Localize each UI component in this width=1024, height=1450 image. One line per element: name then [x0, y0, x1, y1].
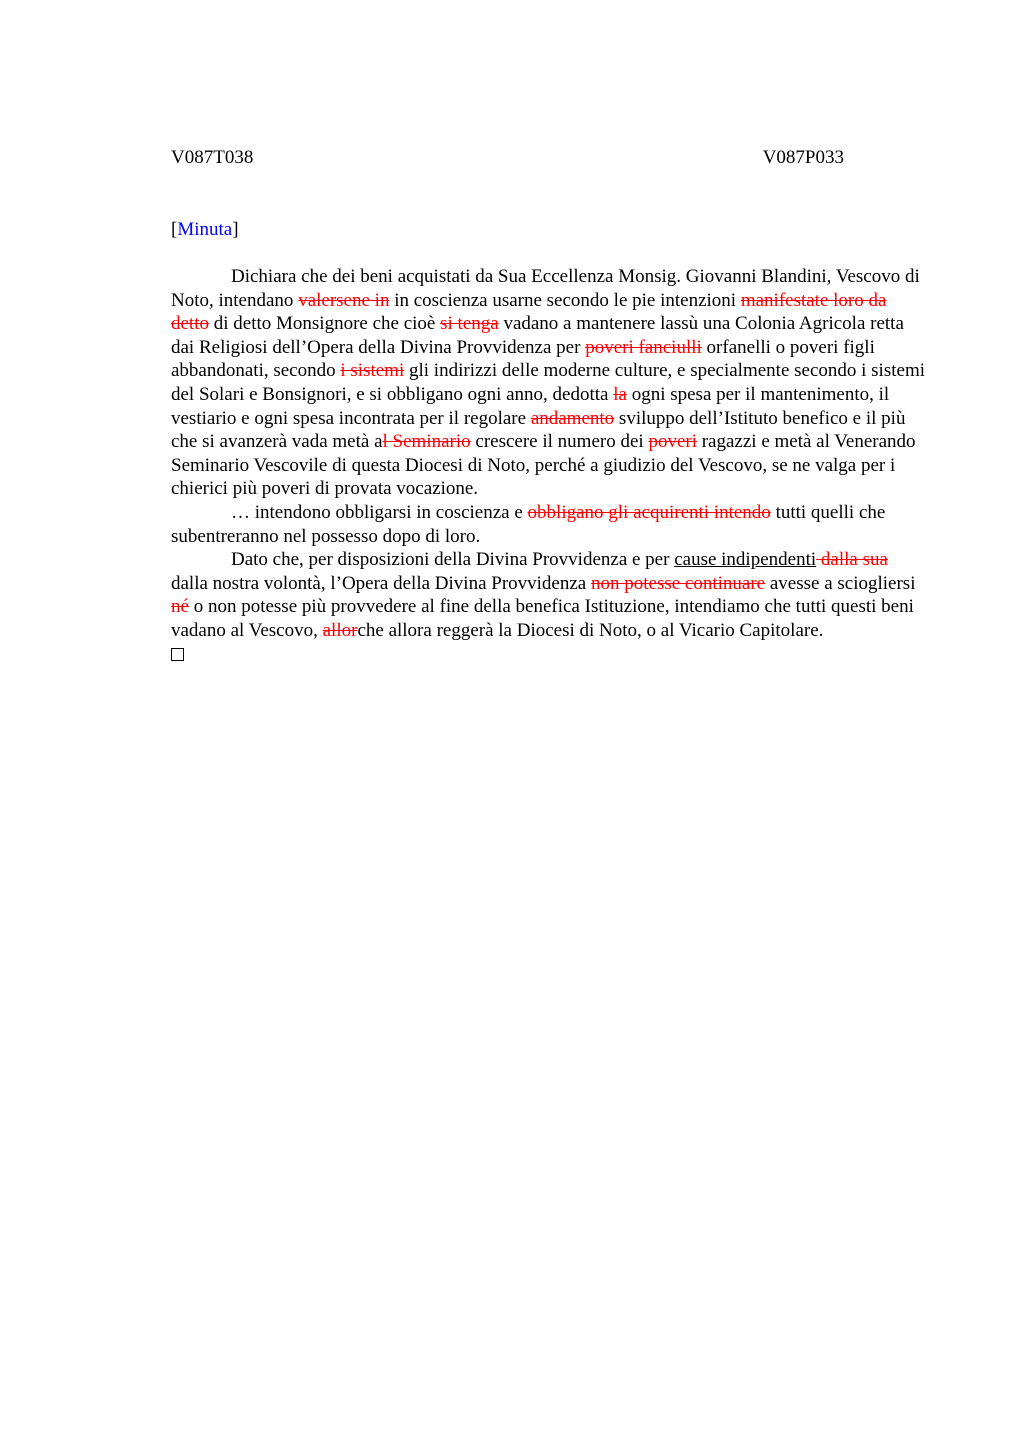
document-body [171, 265, 925, 667]
deleted-text: manifestate loro da detto [171, 289, 887, 335]
paragraph-2 [171, 501, 925, 548]
deleted-text: andamento [530, 407, 615, 429]
text-run: o non potesse più provvedere al fine della benefica Istituzione, intendiamo che tutti questi beni vadano al Vescovo, [171, 596, 914, 641]
deleted-text: la [613, 383, 627, 405]
text-run: ragazzi e metà al Venerando Seminario Vescovile di questa Diocesi di Noto, perché a giudizio del Vescovo, se ne valga per i chierici più poveri di provata vocazione. [171, 431, 916, 500]
deleted-text: l Seminario [382, 431, 471, 453]
document-code-right: V087P033 [762, 147, 844, 168]
text-run: gli indirizzi delle moderne culture, e specialmente secondo i sistemi del Solari e Bonsignori, e si obbligano ogni anno, dedotta [171, 360, 925, 405]
paragraph-3 [171, 548, 925, 642]
paragraph-1 [171, 265, 925, 501]
deleted-text: allor [322, 619, 358, 641]
document-label [171, 218, 239, 242]
deleted-text: poveri [648, 431, 697, 453]
label-bracket-close: ] [232, 219, 239, 240]
document-header [171, 146, 844, 170]
text-run: sviluppo dell’Istituto benefico e il più che si avanzerà vada metà a [171, 407, 906, 453]
deleted-text: né [171, 596, 189, 618]
text-run: Dichiara che dei beni acquistati da Sua Eccellenza Monsig. Giovanni Blandini, Vescovo di Noto, intendano [171, 266, 920, 311]
text-run: vadano a mantenere lassù una Colonia Agricola retta dai Religiosi dell’Opera della Divina Provvidenza per [171, 313, 904, 358]
deleted-text: non potesse continuare [590, 572, 766, 594]
text-run: di detto Monsignore che cioè [209, 313, 441, 335]
text-run: Dato che, per disposizioni della Divina Provvidenza e per [231, 549, 675, 571]
checkbox-square-icon [171, 648, 184, 661]
text-run: avesse a sciogliersi [765, 572, 916, 594]
text-run: dalla nostra volontà, l’Opera della Divina Provvidenza [171, 572, 591, 594]
deleted-text: dalla sua [816, 549, 888, 571]
text-run: in coscienza usarne secondo le pie intenzioni [389, 289, 741, 311]
label-bracket-open: [ [171, 219, 178, 240]
deleted-text: si tenga [440, 313, 499, 335]
text-run: … intendono obbligarsi in coscienza e [231, 501, 528, 523]
underlined-text: cause indipendenti [674, 549, 817, 571]
text-run: ogni spesa per il mantenimento, il vestiario e ogni spesa incontrata per il regolare [171, 383, 890, 429]
document-page [171, 0, 925, 1450]
deleted-text: obbligano gli acquirenti intendo [527, 501, 771, 523]
document-code-left: V087T038 [171, 147, 254, 168]
text-run: tutti quelli che subentreranno nel possesso dopo di loro. [171, 501, 886, 547]
deleted-text: poveri fanciulli [585, 336, 702, 358]
deleted-text: i sistemi [340, 360, 405, 382]
text-run: crescere il numero dei [470, 431, 649, 453]
text-run: orfanelli o poveri figli abbandonati, secondo [171, 336, 875, 382]
end-marker [171, 643, 925, 668]
text-run: che allora reggerà la Diocesi di Noto, o al Vicario Capitolare. [357, 619, 824, 641]
deleted-text: valersene in [298, 289, 390, 311]
label-text: Minuta [177, 219, 233, 240]
